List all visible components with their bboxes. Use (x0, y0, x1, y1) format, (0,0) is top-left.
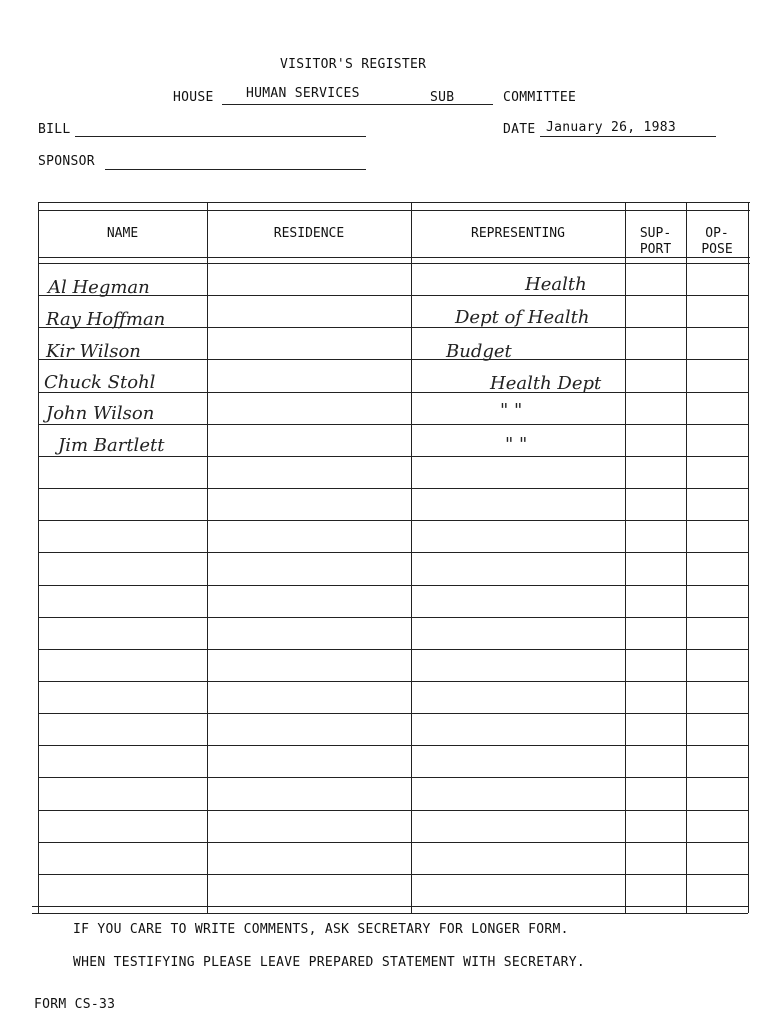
header-name: NAME (106, 226, 139, 241)
header-residence: RESIDENCE (273, 226, 345, 241)
row-separator (38, 681, 748, 682)
footer-testify-note: WHEN TESTIFYING PLEASE LEAVE PREPARED STATEMENT WITH SECRETARY. (73, 955, 585, 970)
row-6-representing[interactable]: " " (505, 434, 528, 455)
row-4-representing[interactable]: Health Dept (490, 373, 602, 394)
row-5-name[interactable]: John Wilson (46, 403, 155, 424)
header-representing: REPRESENTING (471, 226, 565, 241)
date-label: DATE (503, 122, 536, 137)
row-separator (38, 713, 748, 714)
row-separator (38, 359, 748, 360)
col-line-representing (625, 202, 626, 913)
house-label: HOUSE (173, 90, 214, 105)
row-4-name[interactable]: Chuck Stohl (44, 372, 156, 393)
row-separator (38, 842, 748, 843)
row-6-name[interactable]: Jim Bartlett (58, 435, 165, 456)
row-separator (38, 810, 748, 811)
row-3-name[interactable]: Kir Wilson (46, 341, 141, 362)
row-separator (38, 488, 748, 489)
col-line-residence (411, 202, 412, 913)
footer-comment-note: IF YOU CARE TO WRITE COMMENTS, ASK SECRETARY FOR LONGER FORM. (73, 922, 569, 937)
row-separator (38, 874, 748, 875)
table-bottom-border (32, 906, 748, 907)
header-support-1: SUP- (639, 226, 672, 241)
row-separator (38, 777, 748, 778)
form-id: FORM CS-33 (34, 997, 116, 1012)
row-1-representing[interactable]: Health (525, 274, 587, 295)
row-5-representing[interactable]: " " (500, 400, 523, 421)
col-line-right (748, 202, 749, 913)
row-3-representing[interactable]: Budget (446, 341, 512, 362)
header-bottom-border (38, 257, 750, 258)
col-line-left (38, 202, 39, 913)
row-separator (38, 585, 748, 586)
row-1-name[interactable]: Al Hegman (48, 277, 150, 298)
col-line-name (207, 202, 208, 913)
sub-label: SUB (430, 90, 455, 105)
row-separator (38, 552, 748, 553)
committee-name[interactable]: HUMAN SERVICES (246, 86, 360, 101)
register-title: VISITOR'S REGISTER (280, 57, 427, 72)
row-2-name[interactable]: Ray Hoffman (46, 309, 166, 330)
sponsor-label: SPONSOR (38, 154, 95, 169)
date-value: January 26, 1983 (546, 120, 677, 135)
table-top-border (38, 202, 750, 203)
row-separator (38, 745, 748, 746)
header-oppose-1: OP- (705, 226, 729, 241)
header-bottom-border-inner (38, 263, 750, 264)
header-support-2: PORT (639, 242, 672, 257)
bill-label: BILL (38, 122, 71, 137)
table-bottom-border-inner (32, 913, 748, 914)
row-separator (38, 649, 748, 650)
row-2-representing[interactable]: Dept of Health (455, 307, 590, 328)
col-line-support (686, 202, 687, 913)
table-top-border-inner (38, 210, 750, 211)
committee-label: COMMITTEE (503, 90, 577, 105)
row-separator (38, 520, 748, 521)
row-separator (38, 456, 748, 457)
header-oppose-2: POSE (701, 242, 733, 257)
row-separator (38, 617, 748, 618)
row-separator (38, 424, 748, 425)
